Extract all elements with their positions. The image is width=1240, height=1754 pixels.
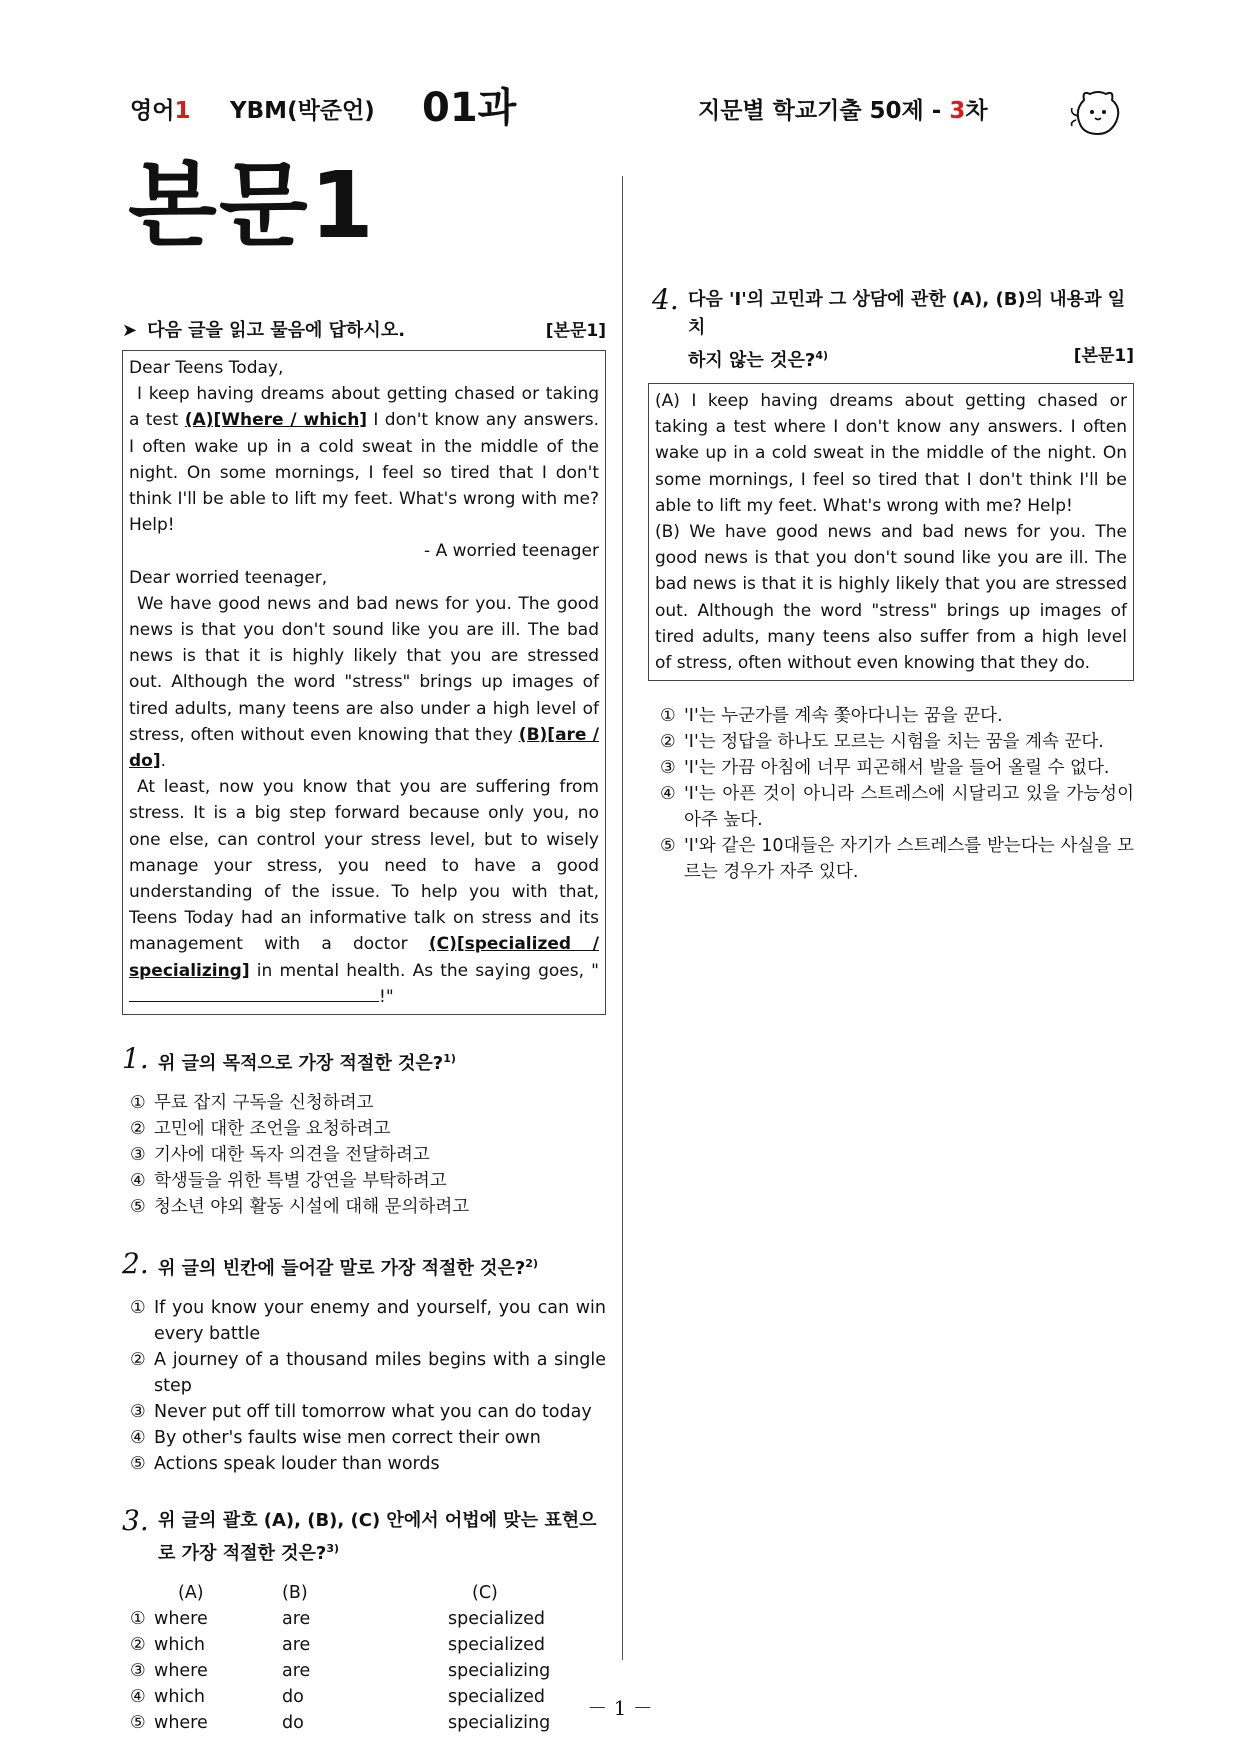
- choice-number: ④: [130, 1428, 146, 1449]
- choice-number: ⑤: [130, 1197, 146, 1218]
- question-text: [688, 286, 1134, 375]
- p1-text-a: I keep having dreams about getting chased or taking a test: [129, 384, 599, 431]
- choice-text: 'I'는 가끔 아침에 너무 피곤해서 발을 들어 올릴 수 없다.: [684, 758, 1110, 779]
- question-number: 4.: [652, 283, 679, 316]
- grid-header-b: (B): [282, 1583, 308, 1604]
- p1-text-c: I don't know any answers. I often wake up in a cold sweat in the middle of the night. On some mornings, I feel so tired that I don't think I'll be able to lift my feet. What's wrong with me? Help!: [129, 410, 599, 536]
- greeting-2: Dear worried teenager,: [129, 567, 328, 588]
- question-4-head: [652, 283, 1134, 375]
- question-3-text: 위 글의 괄호 (A), (B), (C) 안에서 어법에 맞는 표현으로 가장 적절한 것은?: [158, 1510, 597, 1565]
- p3-text-c: in mental health. As the saying goes, ": [249, 960, 599, 981]
- choice-number: ①: [660, 706, 676, 727]
- choice-number: ③: [660, 758, 676, 779]
- choice-text: 'I'와 같은 10대들은 자기가 스트레스를 받는다는 사실을 모르는 경우가 자주 있다.: [684, 836, 1134, 883]
- question-4-line2: [688, 342, 1134, 375]
- paragraph-1: [129, 381, 599, 538]
- round-number: 3: [949, 98, 966, 124]
- passage-tag: [본문1]: [545, 321, 606, 341]
- choices-1: [130, 1090, 606, 1220]
- cell-a: where: [154, 1661, 208, 1682]
- q4-passage-box: [648, 383, 1134, 681]
- choice[interactable]: [130, 1116, 606, 1142]
- paragraph-3: [129, 774, 599, 1010]
- grid-row[interactable]: [130, 1632, 606, 1658]
- cell-c: specializing: [448, 1713, 551, 1734]
- bracket-c: (C)[specialized / specializing]: [129, 934, 599, 981]
- greeting-1: Dear Teens Today,: [129, 358, 284, 378]
- choice-text: Actions speak louder than words: [154, 1454, 440, 1475]
- cell-a: where: [154, 1609, 208, 1630]
- question-text: [158, 1250, 606, 1283]
- question-4-text-line2: 하지 않는 것은?: [688, 350, 816, 371]
- p3-text-d: !": [379, 986, 394, 1007]
- choice-number: ③: [130, 1661, 146, 1682]
- publisher-label: YBM(박준언): [230, 98, 375, 124]
- question-3-head: [122, 1504, 606, 1568]
- round-suffix: 차: [965, 98, 988, 124]
- cell-b: do: [282, 1713, 304, 1734]
- choice-text: 고민에 대한 조언을 요청하려고: [154, 1119, 391, 1140]
- p3-text-a: At least, now you know that you are suffering from stress. It is a big step forward because only you, no one else, can control your stress level, but to wisely manage your stress, you need to have a good understanding of the issue. To help you with that, Teens Today had an informative talk on stress and its management with a doctor: [129, 777, 599, 955]
- cell-a: which: [154, 1687, 205, 1708]
- choice-text: 기사에 대한 독자 의견을 전달하려고: [154, 1145, 430, 1166]
- choice-number: ②: [130, 1119, 146, 1140]
- cell-a: which: [154, 1635, 205, 1656]
- bracket-a: (A)[Where / which]: [184, 410, 368, 431]
- choice[interactable]: [130, 1451, 606, 1477]
- p2-text-c: .: [160, 751, 167, 772]
- paragraph-2: [129, 591, 599, 774]
- passage-tag: [본문1]: [1073, 346, 1134, 366]
- footnote-ref: 4): [815, 349, 828, 362]
- choice-number: ②: [660, 732, 676, 753]
- choice[interactable]: [130, 1347, 606, 1399]
- question-number: 1.: [122, 1042, 149, 1076]
- choice[interactable]: [660, 729, 1134, 755]
- subject-label: [130, 92, 190, 125]
- choice-number: ③: [130, 1145, 146, 1166]
- grid-header-a: (A): [178, 1583, 204, 1604]
- answer-blank: [129, 985, 379, 1002]
- series-text: 지문별 학교기출 50제 -: [698, 98, 942, 124]
- passage-box: [122, 350, 606, 1015]
- cell-a: where: [154, 1713, 208, 1734]
- grid-spacer: [130, 1580, 154, 1606]
- choice[interactable]: [130, 1399, 606, 1425]
- footnote-ref: 3): [326, 1542, 340, 1556]
- choice-text: Never put off till tomorrow what you can do today: [154, 1402, 592, 1423]
- grid-row[interactable]: [130, 1606, 606, 1632]
- question-text: [158, 1045, 606, 1078]
- cell-c: specialized: [448, 1609, 545, 1630]
- footnote-ref: 2): [525, 1257, 538, 1271]
- choice[interactable]: [660, 755, 1134, 781]
- question-4-text-line1: 다음 'I'의 고민과 그 상담에 관한 (A), (B)의 내용과 일치: [688, 289, 1126, 338]
- series-label: [698, 92, 988, 125]
- choice[interactable]: [660, 833, 1134, 885]
- choice-text: A journey of a thousand miles begins with a single step: [154, 1350, 606, 1397]
- choice-text: 학생들을 위한 특별 강연을 부탁하려고: [154, 1171, 447, 1192]
- choice-number: ②: [130, 1635, 146, 1656]
- choice[interactable]: [660, 703, 1134, 729]
- question-1-text: 위 글의 목적으로 가장 적절한 것은?: [158, 1053, 444, 1075]
- choice-number: ⑤: [130, 1713, 146, 1734]
- passage-b: (B) We have good news and bad news for you. The good news is that you don't sound like you are ill. The bad news is that it is highly likely that you are stressed out. Although the word "stress" brings up images of tired adults, many teens also suffer from a high level of stress, often without even knowing that they do.: [655, 522, 1127, 674]
- signature: - A worried teenager: [424, 541, 599, 562]
- choice-text: 'I'는 누군가를 계속 쫓아다니는 꿈을 꾼다.: [684, 706, 1003, 727]
- page-number: － 1 －: [587, 1696, 653, 1720]
- choice-number: ⑤: [130, 1454, 146, 1475]
- choice-number: ①: [130, 1609, 146, 1630]
- choice-number: ①: [130, 1298, 146, 1319]
- question-2: [122, 1247, 606, 1477]
- choice[interactable]: [130, 1168, 606, 1194]
- choice[interactable]: [130, 1425, 606, 1451]
- choices-4: [660, 703, 1134, 885]
- choice-text: If you know your enemy and yourself, you can win every battle: [154, 1298, 606, 1345]
- cell-c: specialized: [448, 1687, 545, 1708]
- cartoon-cat-icon: [1070, 86, 1126, 138]
- p2-text-a: We have good news and bad news for you. The good news is that you don't sound like you are ill. The bad news is that it is highly likely that you are stressed out. Although the word "stress" brings up images of tired adults, many teens are also under a high level of stress, often without even knowing that they: [129, 593, 599, 745]
- right-column: [652, 283, 1134, 885]
- choice[interactable]: [660, 781, 1134, 833]
- choices-2: [130, 1295, 606, 1477]
- choice-text: 청소년 야외 활동 시설에 대해 문의하려고: [154, 1197, 470, 1218]
- section-title: 본문1: [128, 152, 376, 259]
- question-1: [122, 1042, 606, 1220]
- choice-number: ⑤: [660, 836, 676, 857]
- choice-number: ④: [660, 784, 676, 805]
- choice-text: By other's faults wise men correct their own: [154, 1428, 541, 1449]
- subject-prefix: 영어: [130, 98, 175, 124]
- choice-text: 'I'는 아픈 것이 아니라 스트레스에 시달리고 있을 가능성이 아주 높다.: [684, 784, 1134, 831]
- column-divider: [622, 176, 623, 1660]
- choice-number: ③: [130, 1402, 146, 1423]
- choice-number: ④: [130, 1687, 146, 1708]
- left-column: [122, 316, 606, 1736]
- choice[interactable]: [130, 1194, 606, 1220]
- grid-header-c: (C): [472, 1583, 498, 1604]
- lesson-label: 01과: [422, 85, 517, 131]
- arrowhead-icon: ➤: [122, 320, 138, 341]
- choice[interactable]: [130, 1142, 606, 1168]
- page-header: [130, 82, 1130, 142]
- subject-number: 1: [174, 98, 191, 124]
- question-2-head: [122, 1247, 606, 1283]
- question-4: [652, 283, 1134, 885]
- question-number: 2.: [122, 1247, 149, 1281]
- choice-number: ①: [130, 1093, 146, 1114]
- grid-row[interactable]: [130, 1658, 606, 1684]
- choice-number: ④: [130, 1171, 146, 1192]
- question-text: [158, 1507, 606, 1568]
- instruction-text: 다음 글을 읽고 물음에 답하시오.: [147, 320, 406, 341]
- cell-b: are: [282, 1635, 311, 1656]
- bracket-b: (B)[are / do]: [129, 724, 599, 772]
- cell-c: specializing: [448, 1661, 551, 1682]
- passage-a: (A) I keep having dreams about getting chased or taking a test where I don't know any answers. I often wake up in a cold sweat in the middle of the night. On some mornings, I feel so tired that I don't think I'll be able to lift my feet. What's wrong with me? Help!: [655, 391, 1127, 516]
- cell-b: do: [282, 1687, 304, 1708]
- passage-instruction: [122, 316, 606, 342]
- choice-text: 'I'는 정답을 하나도 모르는 시험을 치는 꿈을 계속 꾼다.: [684, 732, 1104, 753]
- cell-c: specialized: [448, 1635, 545, 1656]
- choice-text: 무료 잡지 구독을 신청하려고: [154, 1093, 374, 1114]
- grid-header-row: [130, 1580, 606, 1606]
- question-2-text: 위 글의 빈칸에 들어갈 말로 가장 적절한 것은?: [158, 1258, 526, 1280]
- question-number: 3.: [122, 1504, 149, 1538]
- choice-number: ②: [130, 1350, 146, 1371]
- footnote-ref: 1): [443, 1052, 456, 1066]
- question-1-head: [122, 1042, 606, 1078]
- cell-b: are: [282, 1661, 311, 1682]
- cell-b: are: [282, 1609, 311, 1630]
- choice[interactable]: [130, 1090, 606, 1116]
- choice[interactable]: [130, 1295, 606, 1347]
